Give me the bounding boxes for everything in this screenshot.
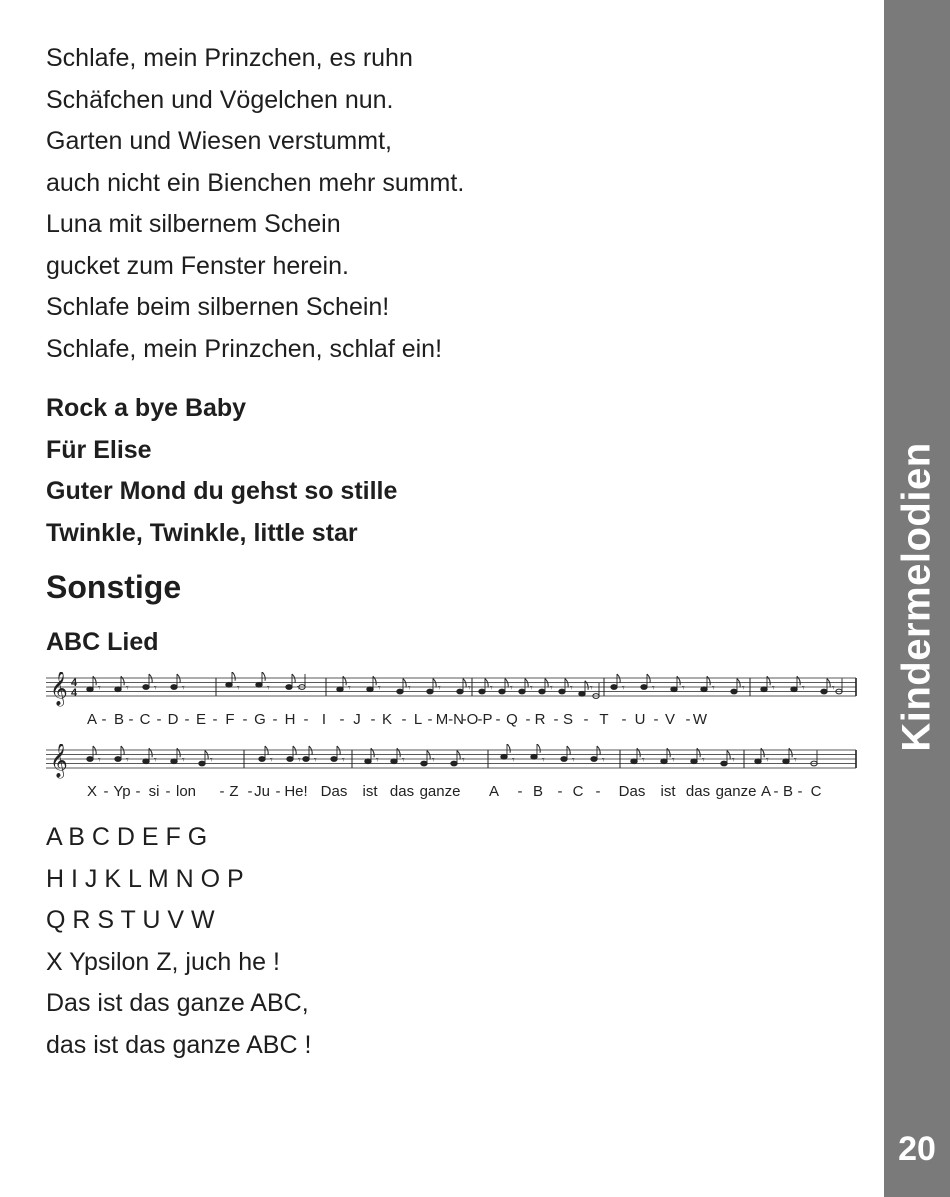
note-head	[539, 689, 545, 694]
note-head	[783, 759, 789, 764]
lyric-syllable: E	[195, 711, 207, 728]
lyric-line: auch nicht ein Bienchen mehr summt.	[46, 168, 465, 197]
note-flag	[121, 676, 124, 685]
note-head	[367, 687, 373, 692]
note-flag	[737, 679, 740, 688]
lyric-syllable: lon	[175, 783, 197, 800]
note-head	[115, 687, 121, 692]
lyric-syllable: -	[685, 711, 691, 728]
song-title-item: Guter Mond du gehst so stille	[46, 477, 398, 505]
lyric-syllable: Das	[320, 783, 348, 800]
note-flag	[637, 748, 640, 757]
rest-mark: 𝄾	[622, 683, 625, 694]
song-title-item: Twinkle, Twinkle, little star	[46, 518, 358, 547]
lyric-syllable: -	[219, 783, 225, 800]
rest-mark: 𝄾	[182, 755, 185, 766]
lyric-syllable: L	[413, 711, 423, 728]
rest-mark: 𝄾	[510, 683, 513, 694]
note-flag	[149, 674, 152, 683]
note-flag	[373, 676, 376, 685]
rest-mark: 𝄾	[682, 683, 685, 694]
lyric-syllable: B	[782, 783, 794, 800]
lyric-syllable: -	[103, 783, 109, 800]
treble-clef-icon: 𝄞	[50, 744, 68, 778]
song-title-item: Für Elise	[46, 435, 152, 464]
staff-svg	[44, 672, 860, 732]
lyric-syllable: si	[148, 783, 160, 800]
rest-mark: 𝄾	[432, 755, 435, 766]
lyric-syllable: -	[557, 783, 563, 800]
lyric-syllable: -	[101, 711, 107, 728]
rest-mark: 𝄾	[126, 683, 129, 694]
note-head	[87, 757, 93, 762]
lyric-syllable: U	[634, 711, 646, 728]
lyric-syllable: -	[773, 783, 779, 800]
lyric-syllable: R	[534, 711, 546, 728]
lyric-syllable: C	[572, 783, 584, 800]
note-head	[303, 757, 309, 762]
lyric-syllable: M	[435, 711, 449, 728]
note-flag	[567, 746, 570, 755]
note-head	[519, 689, 525, 694]
rest-mark: 𝄾	[572, 755, 575, 766]
lyric-syllable: -	[165, 783, 171, 800]
note-flag	[232, 672, 235, 681]
note-head	[501, 754, 507, 759]
note-head	[701, 687, 707, 692]
rest-mark: 𝄾	[602, 755, 605, 766]
rest-mark: 𝄾	[550, 683, 553, 694]
rest-mark: 𝄾	[652, 683, 655, 694]
note-flag	[433, 679, 436, 688]
lyric-syllable: -	[128, 711, 134, 728]
note-flag	[93, 676, 96, 685]
rest-mark: 𝄾	[802, 683, 805, 694]
lyric-syllable: Yp	[113, 783, 131, 800]
lyric-syllable: -	[653, 711, 659, 728]
lyric-line: Schlafe beim silbernen Schein!	[46, 293, 390, 321]
song-title-item: Rock a bye Baby	[46, 394, 247, 422]
lyric-syllable: das	[389, 783, 415, 800]
note-flag	[427, 751, 430, 760]
note-flag	[309, 746, 312, 755]
note-head	[531, 754, 537, 759]
note-head	[365, 759, 371, 764]
rest-mark: 𝄾	[154, 755, 157, 766]
lyric-syllable: D	[167, 711, 179, 728]
lullaby-lyrics	[46, 38, 464, 370]
note-head	[579, 691, 585, 696]
note-flag	[507, 744, 510, 753]
note-head	[451, 761, 457, 766]
lyric-syllable: Q	[506, 711, 518, 728]
note-flag	[767, 676, 770, 685]
lyric-syllable: I	[321, 711, 327, 728]
lyric-syllable: -	[135, 783, 141, 800]
note-head	[87, 687, 93, 692]
note-head	[479, 689, 485, 694]
lyric-syllable: -	[242, 711, 248, 728]
note-head	[143, 759, 149, 764]
rest-mark: 𝄾	[376, 755, 379, 766]
rest-mark: 𝄾	[314, 755, 317, 766]
note-flag	[262, 672, 265, 681]
note-head	[171, 759, 177, 764]
abc-lyrics	[46, 817, 311, 1066]
lyric-syllable: -O	[461, 711, 479, 728]
lyric-syllable: -	[427, 711, 433, 728]
lyric-line: X Ypsilon Z, juch he !	[46, 947, 280, 976]
note-flag	[343, 676, 346, 685]
note-flag	[761, 748, 764, 757]
lyric-syllable: He!	[284, 783, 308, 800]
lyric-syllable: -	[621, 711, 627, 728]
note-flag	[545, 679, 548, 688]
note-flag	[667, 748, 670, 757]
lyric-syllable: V	[664, 711, 676, 728]
time-signature: 4	[71, 687, 78, 699]
lyric-syllable: -N	[448, 711, 464, 728]
rest-mark: 𝄾	[468, 683, 471, 694]
lyric-syllable: -	[247, 783, 253, 800]
lyric-syllable: -	[797, 783, 803, 800]
note-flag	[177, 748, 180, 757]
lyric-line: Schlafe, mein Prinzchen, es ruhn	[46, 44, 413, 72]
note-flag	[177, 674, 180, 683]
lyric-syllable: ist	[362, 783, 378, 800]
rest-mark: 𝄾	[408, 683, 411, 694]
note-flag	[205, 751, 208, 760]
note-head	[397, 689, 403, 694]
note-flag	[265, 746, 268, 755]
lyric-syllable: W	[692, 711, 708, 728]
rest-mark: 𝄾	[182, 683, 185, 694]
note-head	[421, 761, 427, 766]
rest-mark: 𝄾	[490, 683, 493, 694]
note-head	[755, 759, 761, 764]
note-head	[791, 687, 797, 692]
lyric-line: gucket zum Fenster herein.	[46, 251, 349, 280]
rest-mark: 𝄾	[297, 683, 300, 694]
note-head	[641, 685, 647, 690]
rest-mark: 𝄾	[570, 683, 573, 694]
lyric-syllable: -	[303, 711, 309, 728]
song-title-list	[46, 388, 397, 554]
note-head	[259, 757, 265, 762]
lyric-line: Q R S T U V W	[46, 906, 215, 934]
time-signature: 4	[71, 677, 78, 689]
lyric-syllable: das	[685, 783, 711, 800]
lyric-syllable: -	[495, 711, 501, 728]
lyric-syllable: ist	[660, 783, 676, 800]
note-head	[499, 689, 505, 694]
lyric-syllable: A	[488, 783, 500, 800]
note-head	[611, 685, 617, 690]
lyric-syllable: C	[810, 783, 822, 800]
note-flag	[525, 679, 528, 688]
rest-mark: 𝄾	[832, 683, 835, 694]
lyric-syllable: F	[225, 711, 235, 728]
note-head	[287, 757, 293, 762]
note-flag	[337, 746, 340, 755]
rest-mark: 𝄾	[438, 683, 441, 694]
rest-mark: 𝄾	[766, 755, 769, 766]
lyric-syllable: -	[595, 783, 601, 800]
note-flag	[293, 746, 296, 755]
lyric-syllable: -	[212, 711, 218, 728]
note-flag	[647, 674, 650, 683]
rest-mark: 𝄾	[702, 755, 705, 766]
note-flag	[371, 748, 374, 757]
rest-mark: 𝄾	[642, 755, 645, 766]
note-flag	[403, 679, 406, 688]
rest-mark: 𝄾	[512, 755, 515, 766]
note-flag	[397, 748, 400, 757]
rest-mark: 𝄾	[210, 755, 213, 766]
rest-mark: 𝄾	[772, 683, 775, 694]
rest-mark: 𝄾	[712, 683, 715, 694]
rest-mark: 𝄾	[742, 683, 745, 694]
note-flag	[505, 679, 508, 688]
note-head	[821, 689, 827, 694]
lyric-syllable: K	[381, 711, 393, 728]
rest-mark: 𝄾	[672, 755, 675, 766]
rest-mark: 𝄾	[98, 755, 101, 766]
note-flag	[697, 748, 700, 757]
note-head	[721, 761, 727, 766]
note-flag	[617, 674, 620, 683]
note-head	[591, 757, 597, 762]
note-head	[761, 687, 767, 692]
note-head	[691, 759, 697, 764]
note-head	[143, 685, 149, 690]
note-flag	[457, 751, 460, 760]
lyric-syllable: B	[532, 783, 544, 800]
note-flag	[827, 679, 830, 688]
note-flag	[797, 676, 800, 685]
rest-mark: 𝄾	[530, 683, 533, 694]
page-number: 20	[898, 1130, 936, 1168]
rest-mark: 𝄾	[794, 755, 797, 766]
lyric-syllable: -	[370, 711, 376, 728]
lyric-syllable: J	[353, 711, 361, 728]
rest-mark: 𝄾	[462, 755, 465, 766]
lyric-syllable: C	[139, 711, 151, 728]
lyric-syllable: B	[113, 711, 125, 728]
lyric-syllable: -	[525, 711, 531, 728]
note-head	[427, 689, 433, 694]
note-head	[286, 685, 292, 690]
note-flag	[707, 676, 710, 685]
rest-mark: 𝄾	[270, 755, 273, 766]
lyric-syllable: -	[339, 711, 345, 728]
lyric-line: das ist das ganze ABC !	[46, 1030, 312, 1059]
note-head	[661, 759, 667, 764]
rest-mark: 𝄾	[237, 683, 240, 694]
lyric-line: Schäfchen und Vögelchen nun.	[46, 85, 394, 114]
note-head	[671, 687, 677, 692]
note-head	[115, 757, 121, 762]
lyric-line: Garten und Wiesen verstummt,	[46, 127, 392, 155]
note-flag	[93, 746, 96, 755]
lyric-syllable: -	[156, 711, 162, 728]
rest-mark: 𝄾	[378, 683, 381, 694]
note-flag	[537, 744, 540, 753]
lyric-line: H I J K L M N O P	[46, 864, 244, 893]
lyric-syllable: X	[86, 783, 98, 800]
note-flag	[292, 674, 295, 683]
note-head	[559, 689, 565, 694]
note-head	[337, 687, 343, 692]
note-head	[391, 759, 397, 764]
lyric-line: Das ist das ganze ABC,	[46, 989, 309, 1017]
note-flag	[677, 676, 680, 685]
rest-mark: 𝄾	[126, 755, 129, 766]
side-tab-label: Kindermelodien	[894, 442, 939, 752]
note-flag	[789, 748, 792, 757]
note-head	[256, 682, 262, 687]
note-head	[561, 757, 567, 762]
note-flag	[121, 746, 124, 755]
rest-mark: 𝄾	[402, 755, 405, 766]
lyric-syllable: -	[583, 711, 589, 728]
lyric-syllable: ganze	[419, 783, 461, 800]
note-flag	[485, 679, 488, 688]
note-head	[331, 757, 337, 762]
note-flag	[565, 679, 568, 688]
rest-mark: 𝄾	[590, 683, 593, 694]
rest-mark: 𝄾	[98, 683, 101, 694]
abc-song-title: ABC Lied	[46, 628, 159, 656]
lyric-syllable: A	[760, 783, 772, 800]
lyric-syllable: -P	[477, 711, 493, 728]
lyric-line: Luna mit silbernem Schein	[46, 210, 341, 238]
music-staff-line-2	[44, 744, 860, 804]
note-head	[457, 689, 463, 694]
lyric-syllable: T	[599, 711, 609, 728]
rest-mark: 𝄾	[348, 683, 351, 694]
note-head	[199, 761, 205, 766]
note-flag	[149, 748, 152, 757]
note-head	[731, 689, 737, 694]
lyric-syllable: -	[275, 783, 281, 800]
rest-mark: 𝄾	[298, 755, 301, 766]
note-flag	[727, 751, 730, 760]
rest-mark: 𝄾	[154, 683, 157, 694]
note-head	[171, 685, 177, 690]
lyric-syllable: -	[401, 711, 407, 728]
treble-clef-icon: 𝄞	[50, 672, 68, 706]
note-head	[226, 682, 232, 687]
lyric-syllable: S	[562, 711, 574, 728]
note-head	[631, 759, 637, 764]
lyric-syllable: A	[86, 711, 98, 728]
lyric-syllable: ganze	[715, 783, 757, 800]
lyric-syllable: -	[272, 711, 278, 728]
note-flag	[597, 746, 600, 755]
rest-mark: 𝄾	[267, 683, 270, 694]
note-flag	[463, 679, 466, 688]
note-flag	[585, 681, 588, 690]
rest-mark: 𝄾	[342, 755, 345, 766]
rest-mark: 𝄾	[732, 755, 735, 766]
lyric-line: Schlafe, mein Prinzchen, schlaf ein!	[46, 334, 443, 363]
music-staff-line-1	[44, 672, 860, 732]
section-heading: Sonstige	[46, 569, 182, 605]
lyric-syllable: -	[553, 711, 559, 728]
lyric-syllable: -	[517, 783, 523, 800]
lyric-syllable: Z	[229, 783, 239, 800]
lyric-syllable: Das	[618, 783, 646, 800]
lyric-syllable: Ju	[254, 783, 270, 800]
rest-mark: 𝄾	[542, 755, 545, 766]
staff-svg	[44, 744, 860, 804]
lyric-syllable: -	[184, 711, 190, 728]
lyric-syllable: H	[284, 711, 296, 728]
lyric-syllable: G	[254, 711, 266, 728]
lyric-line: A B C D E F G	[46, 823, 208, 851]
